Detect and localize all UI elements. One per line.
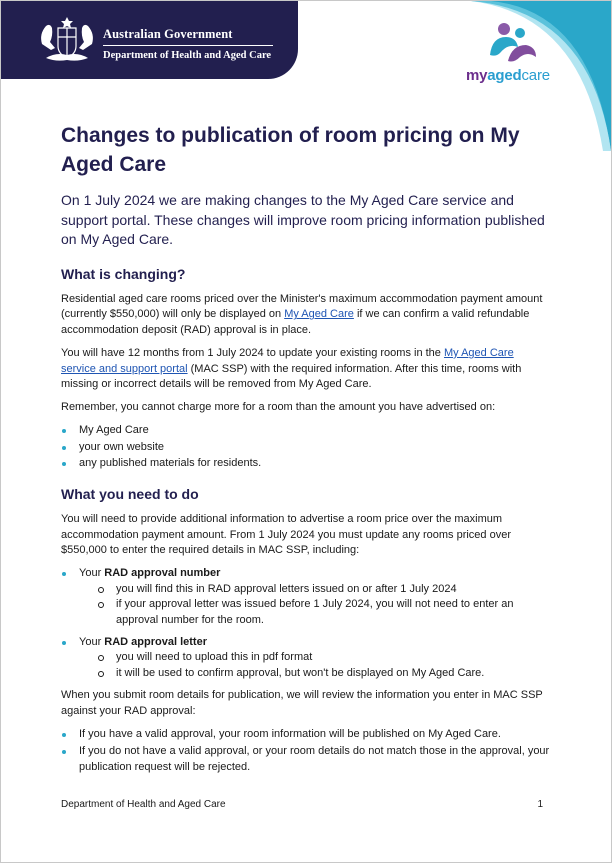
logo-text-care: care bbox=[521, 67, 550, 84]
department-name: Department of Health and Aged Care bbox=[103, 50, 272, 61]
section-heading-what-you-need-to-do: What you need to do bbox=[61, 485, 199, 502]
term-rad-approval-number: RAD approval number bbox=[104, 567, 221, 580]
sub-list-item: if your approval letter was issued before 1 July 2024, you will not need to enter an approval number for the room. bbox=[98, 597, 551, 628]
text-segment: Residential aged care rooms priced over the Minister's maximum accommodation payment amount (currently $550,000) will only be displayed on bbox=[61, 292, 543, 321]
text-segment: (MAC SSP) with the required information. After this time, rooms with missing or incorrect details will be removed from My Aged Care. bbox=[61, 362, 522, 391]
list-item: If you have a valid approval, your room information will be published on My Aged Care. bbox=[61, 726, 551, 743]
my-aged-care-logo bbox=[466, 21, 558, 85]
section-heading-what-is-changing: What is changing? bbox=[61, 265, 186, 282]
page-title: Changes to publication of room pricing on My Aged Care bbox=[61, 124, 520, 176]
divider bbox=[103, 45, 273, 46]
government-banner bbox=[1, 1, 298, 79]
text-segment: if we can confirm a valid refundable accommodation deposit (RAD) approval is in place. bbox=[61, 308, 530, 337]
review-outcomes-list bbox=[61, 726, 551, 776]
link-service-support-portal[interactable]: My Aged Care service and support portal bbox=[61, 346, 514, 375]
text-segment: Your bbox=[79, 635, 105, 648]
paragraph-additional-info: You will need to provide additional information to advertise a room price over the maximum accommodation payment amount. From 1 July 2024 you must update any rooms priced over $550,000 to enter the required details in MAC SSP, including: bbox=[61, 512, 512, 557]
logo-text-my: my bbox=[466, 67, 488, 84]
logo-text-aged: aged bbox=[487, 67, 522, 84]
list-item: If you do not have a valid approval, or your room details do not match those in the approval, your publication request will be rejected. bbox=[61, 743, 551, 776]
text-segment: Your bbox=[79, 567, 105, 580]
advertised-channels-list bbox=[61, 422, 551, 472]
page-number: 1 bbox=[537, 799, 543, 810]
sub-list-item: you will find this in RAD approval letters issued on or after 1 July 2024 bbox=[98, 582, 551, 598]
sub-list bbox=[98, 650, 551, 681]
list-item: My Aged Care bbox=[61, 422, 551, 439]
text-segment: You will have 12 months from 1 July 2024 to update your existing rooms in the bbox=[61, 346, 444, 359]
page-footer bbox=[61, 799, 543, 810]
list-item-rad-approval-letter bbox=[61, 634, 551, 682]
paragraph-remember: Remember, you cannot charge more for a room than the amount you have advertised on: bbox=[61, 401, 496, 414]
list-item-rad-approval-number bbox=[61, 565, 551, 628]
main-content bbox=[61, 121, 551, 776]
list-item: any published materials for residents. bbox=[61, 455, 551, 472]
sub-list-item: it will be used to confirm approval, but won't be displayed on My Aged Care. bbox=[98, 666, 551, 682]
people-logo-icon bbox=[484, 21, 540, 65]
required-details-list bbox=[61, 565, 551, 681]
link-my-aged-care[interactable]: My Aged Care bbox=[284, 308, 354, 321]
sub-list-item: you will need to upload this in pdf format bbox=[98, 650, 551, 666]
list-item: your own website bbox=[61, 439, 551, 456]
intro-paragraph: On 1 July 2024 we are making changes to the My Aged Care service and support portal. These changes will improve room pricing information published on My Aged Care. bbox=[61, 192, 545, 247]
government-title: Australian Government bbox=[103, 27, 233, 41]
coat-of-arms-icon bbox=[36, 14, 98, 66]
term-rad-approval-letter: RAD approval letter bbox=[104, 635, 207, 648]
paragraph-pricing-threshold bbox=[61, 292, 551, 339]
footer-department: Department of Health and Aged Care bbox=[61, 799, 226, 810]
sub-list bbox=[98, 582, 551, 629]
paragraph-review: When you submit room details for publication, we will review the information you enter in MAC SSP against your RAD approval: bbox=[61, 689, 543, 718]
paragraph-update-timeline bbox=[61, 346, 551, 393]
